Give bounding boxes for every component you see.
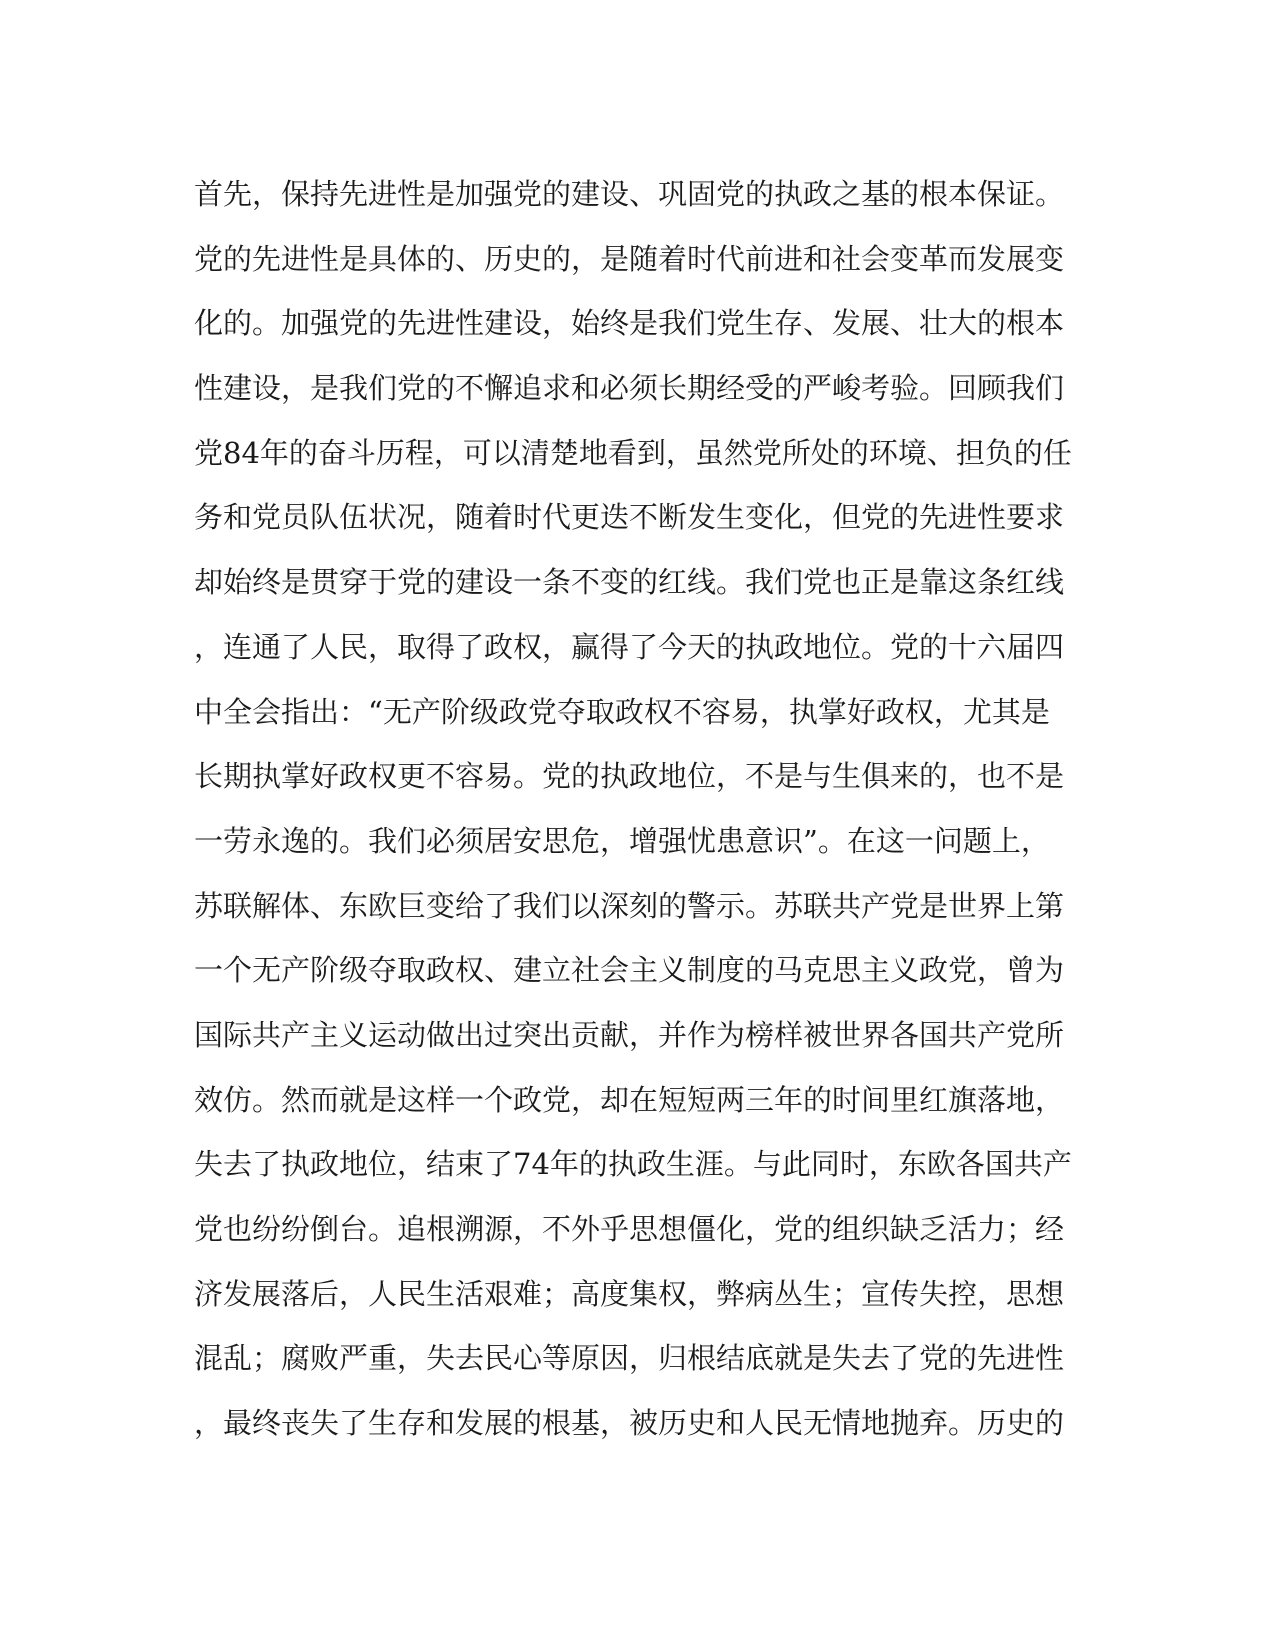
text-line: 长期执掌好政权更不容易。党的执政地位，不是与生俱来的，也不是: [194, 759, 1065, 794]
text-line: 一劳永逸的。我们必须居安思危，增强忧患意识”。在这一问题上，: [194, 823, 1050, 858]
text-line: 济发展落后，人民生活艰难；高度集权，弊病丛生；宣传失控，思想: [194, 1276, 1065, 1311]
text-line: ，最终丧失了生存和发展的根基，被历史和人民无情地抛弃。历史的: [194, 1406, 1065, 1441]
text-line: ，连通了人民，取得了政权，赢得了今天的执政地位。党的十六届四: [194, 629, 1065, 664]
text-line: 中全会指出：“无产阶级政党夺取政权不容易，执掌好政权，尤其是: [194, 694, 1050, 729]
text-line: 性建设，是我们党的不懈追求和必须长期经受的严峻考验。回顾我们: [194, 371, 1065, 406]
body-paragraph: [194, 162, 1074, 1456]
text-line: 失去了执政地位，结束了74年的执政生涯。与此同时，东欧各国共产: [194, 1147, 1072, 1182]
text-line: 一个无产阶级夺取政权、建立社会主义制度的马克思主义政党，曾为: [194, 953, 1065, 988]
text-line: 党也纷纷倒台。追根溯源，不外乎思想僵化，党的组织缺乏活力；经: [194, 1212, 1065, 1246]
text-line: 国际共产主义运动做出过突出贡献，并作为榜样被世界各国共产党所: [194, 1017, 1065, 1052]
text-line: 务和党员队伍状况，随着时代更迭不断发生变化，但党的先进性要求: [194, 500, 1065, 535]
text-line: 效仿。然而就是这样一个政党，却在短短两三年的时间里红旗落地，: [194, 1082, 1065, 1117]
text-line: 首先，保持先进性是加强党的建设、巩固党的执政之基的根本保证。: [194, 177, 1065, 211]
text-line: 党84年的奋斗历程，可以清楚地看到，虽然党所处的环境、担负的任: [194, 435, 1072, 470]
text-line: 化的。加强党的先进性建设，始终是我们党生存、发展、壮大的根本: [194, 306, 1065, 341]
text-line: 党的先进性是具体的、历史的，是随着时代前进和社会变革而发展变: [194, 241, 1065, 276]
text-line: 混乱；腐败严重，失去民心等原因，归根结底就是失去了党的先进性: [194, 1341, 1065, 1376]
text-line: 却始终是贯穿于党的建设一条不变的红线。我们党也正是靠这条红线: [194, 565, 1065, 600]
text-line: 苏联解体、东欧巨变给了我们以深刻的警示。苏联共产党是世界上第: [194, 888, 1065, 923]
